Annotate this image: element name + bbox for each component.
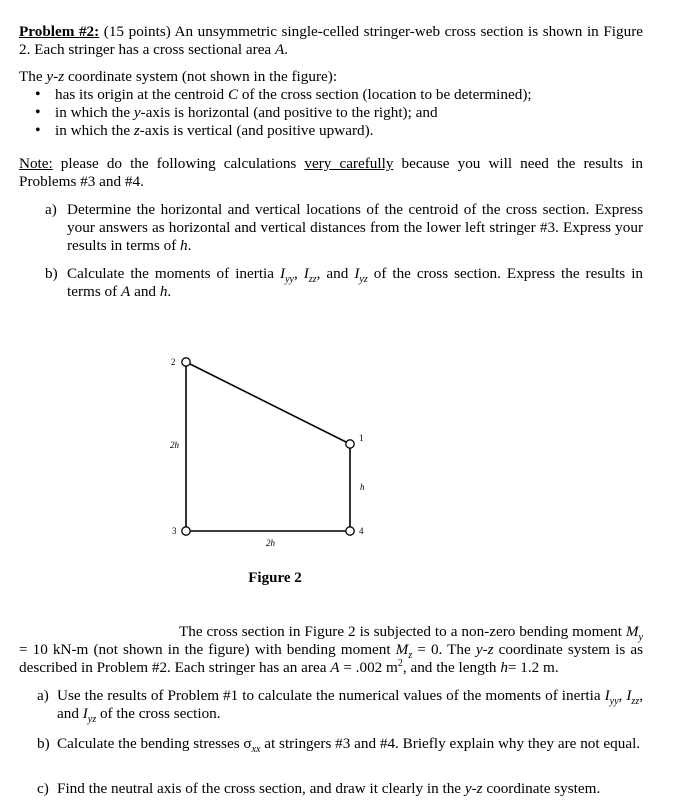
area-symbol: A bbox=[274, 41, 285, 58]
part-b-text: Calculate the moments of inertia $I_{yy}$, $I_{zz}$, and $I_{yz}$ of the cross section. Express the results in terms of A and h. bbox=[67, 265, 644, 300]
bullet-y-axis: • in which the y-axis is horizontal (and positive to the right); and bbox=[19, 104, 643, 122]
problem3-b-label: b) bbox=[37, 735, 50, 752]
problem3-c-text: Find the neutral axis of the cross section, and draw it clearly in the y-z coordinate system. bbox=[57, 780, 601, 797]
bullet-z-axis: • in which the z-axis is vertical (and positive upward). bbox=[19, 122, 643, 140]
problem3-c-label: c) bbox=[37, 780, 49, 797]
stringer-1 bbox=[346, 440, 354, 448]
part-a-label: a) bbox=[45, 201, 57, 218]
part-a-text: Determine the horizontal and vertical locations of the centroid of the cross section. Express your answers as horizontal and vertical distances from the lower left stringer #3. Express your results in terms of h. bbox=[67, 201, 643, 254]
stringer-2 bbox=[182, 358, 190, 366]
problem2-intro-text: (15 points) An unsymmetric single-celled stringer-web cross section is shown in Figure 2. Each stringer has a cross sectional area bbox=[19, 23, 643, 58]
bullet-origin: • has its origin at the centroid C of the cross section (location to be determined); bbox=[19, 86, 643, 104]
stringer-label-1: 1 bbox=[359, 433, 364, 443]
problem3-b-text: Calculate the bending stresses $\sigma_{xx}$ at stringers #3 and #4. Briefly explain why they are not equal. bbox=[57, 735, 641, 756]
note: Note: please do the following calculations very carefully because you will need the results in Problems #3 and #4. bbox=[19, 155, 644, 190]
problem2-intro: Problem #2: (15 points) An unsymmetric single-celled stringer-web cross section is shown in Figure 2. Each stringer has a cross sectional area A. bbox=[19, 23, 643, 58]
figure-caption: Figure 2 bbox=[248, 570, 302, 586]
stringer-label-3: 3 bbox=[172, 526, 177, 536]
problem3-intro: The cross section in Figure 2 is subjected to a non-zero bending moment $M_y = 10$ kN-m (not shown in the figure) with bending moment $M_z = 0$. The y-z coordinate system is as described in Problem #2. Each stringer has an area A = .002 $m^2$, and the length h= 1.2 m. bbox=[19, 623, 643, 676]
coord-bullets bbox=[19, 86, 643, 140]
note-label: Note: bbox=[19, 155, 53, 172]
right-dimension: h bbox=[360, 482, 365, 492]
coord-intro: The y-z coordinate system (not shown in the figure): bbox=[19, 68, 338, 85]
bottom-dimension: 2h bbox=[266, 538, 275, 548]
problem2-heading: Problem #2: bbox=[19, 23, 100, 40]
cross-section-web bbox=[186, 362, 350, 531]
stringer-4 bbox=[346, 527, 354, 535]
stringer-label-2: 2 bbox=[171, 357, 176, 367]
problem3-a-text: Use the results of Problem #1 to calculate the numerical values of the moments of inertia $I_{yy}$, $I_{zz}$, and $I_{yz}$ of the cross section. bbox=[57, 687, 644, 726]
note-emphasis: very carefully bbox=[304, 155, 394, 172]
problem3-a-label: a) bbox=[37, 687, 49, 704]
stringer-label-4: 4 bbox=[359, 526, 364, 536]
stringer-3 bbox=[182, 527, 190, 535]
left-dimension: 2h bbox=[170, 440, 179, 450]
part-b-label: b) bbox=[45, 265, 58, 282]
